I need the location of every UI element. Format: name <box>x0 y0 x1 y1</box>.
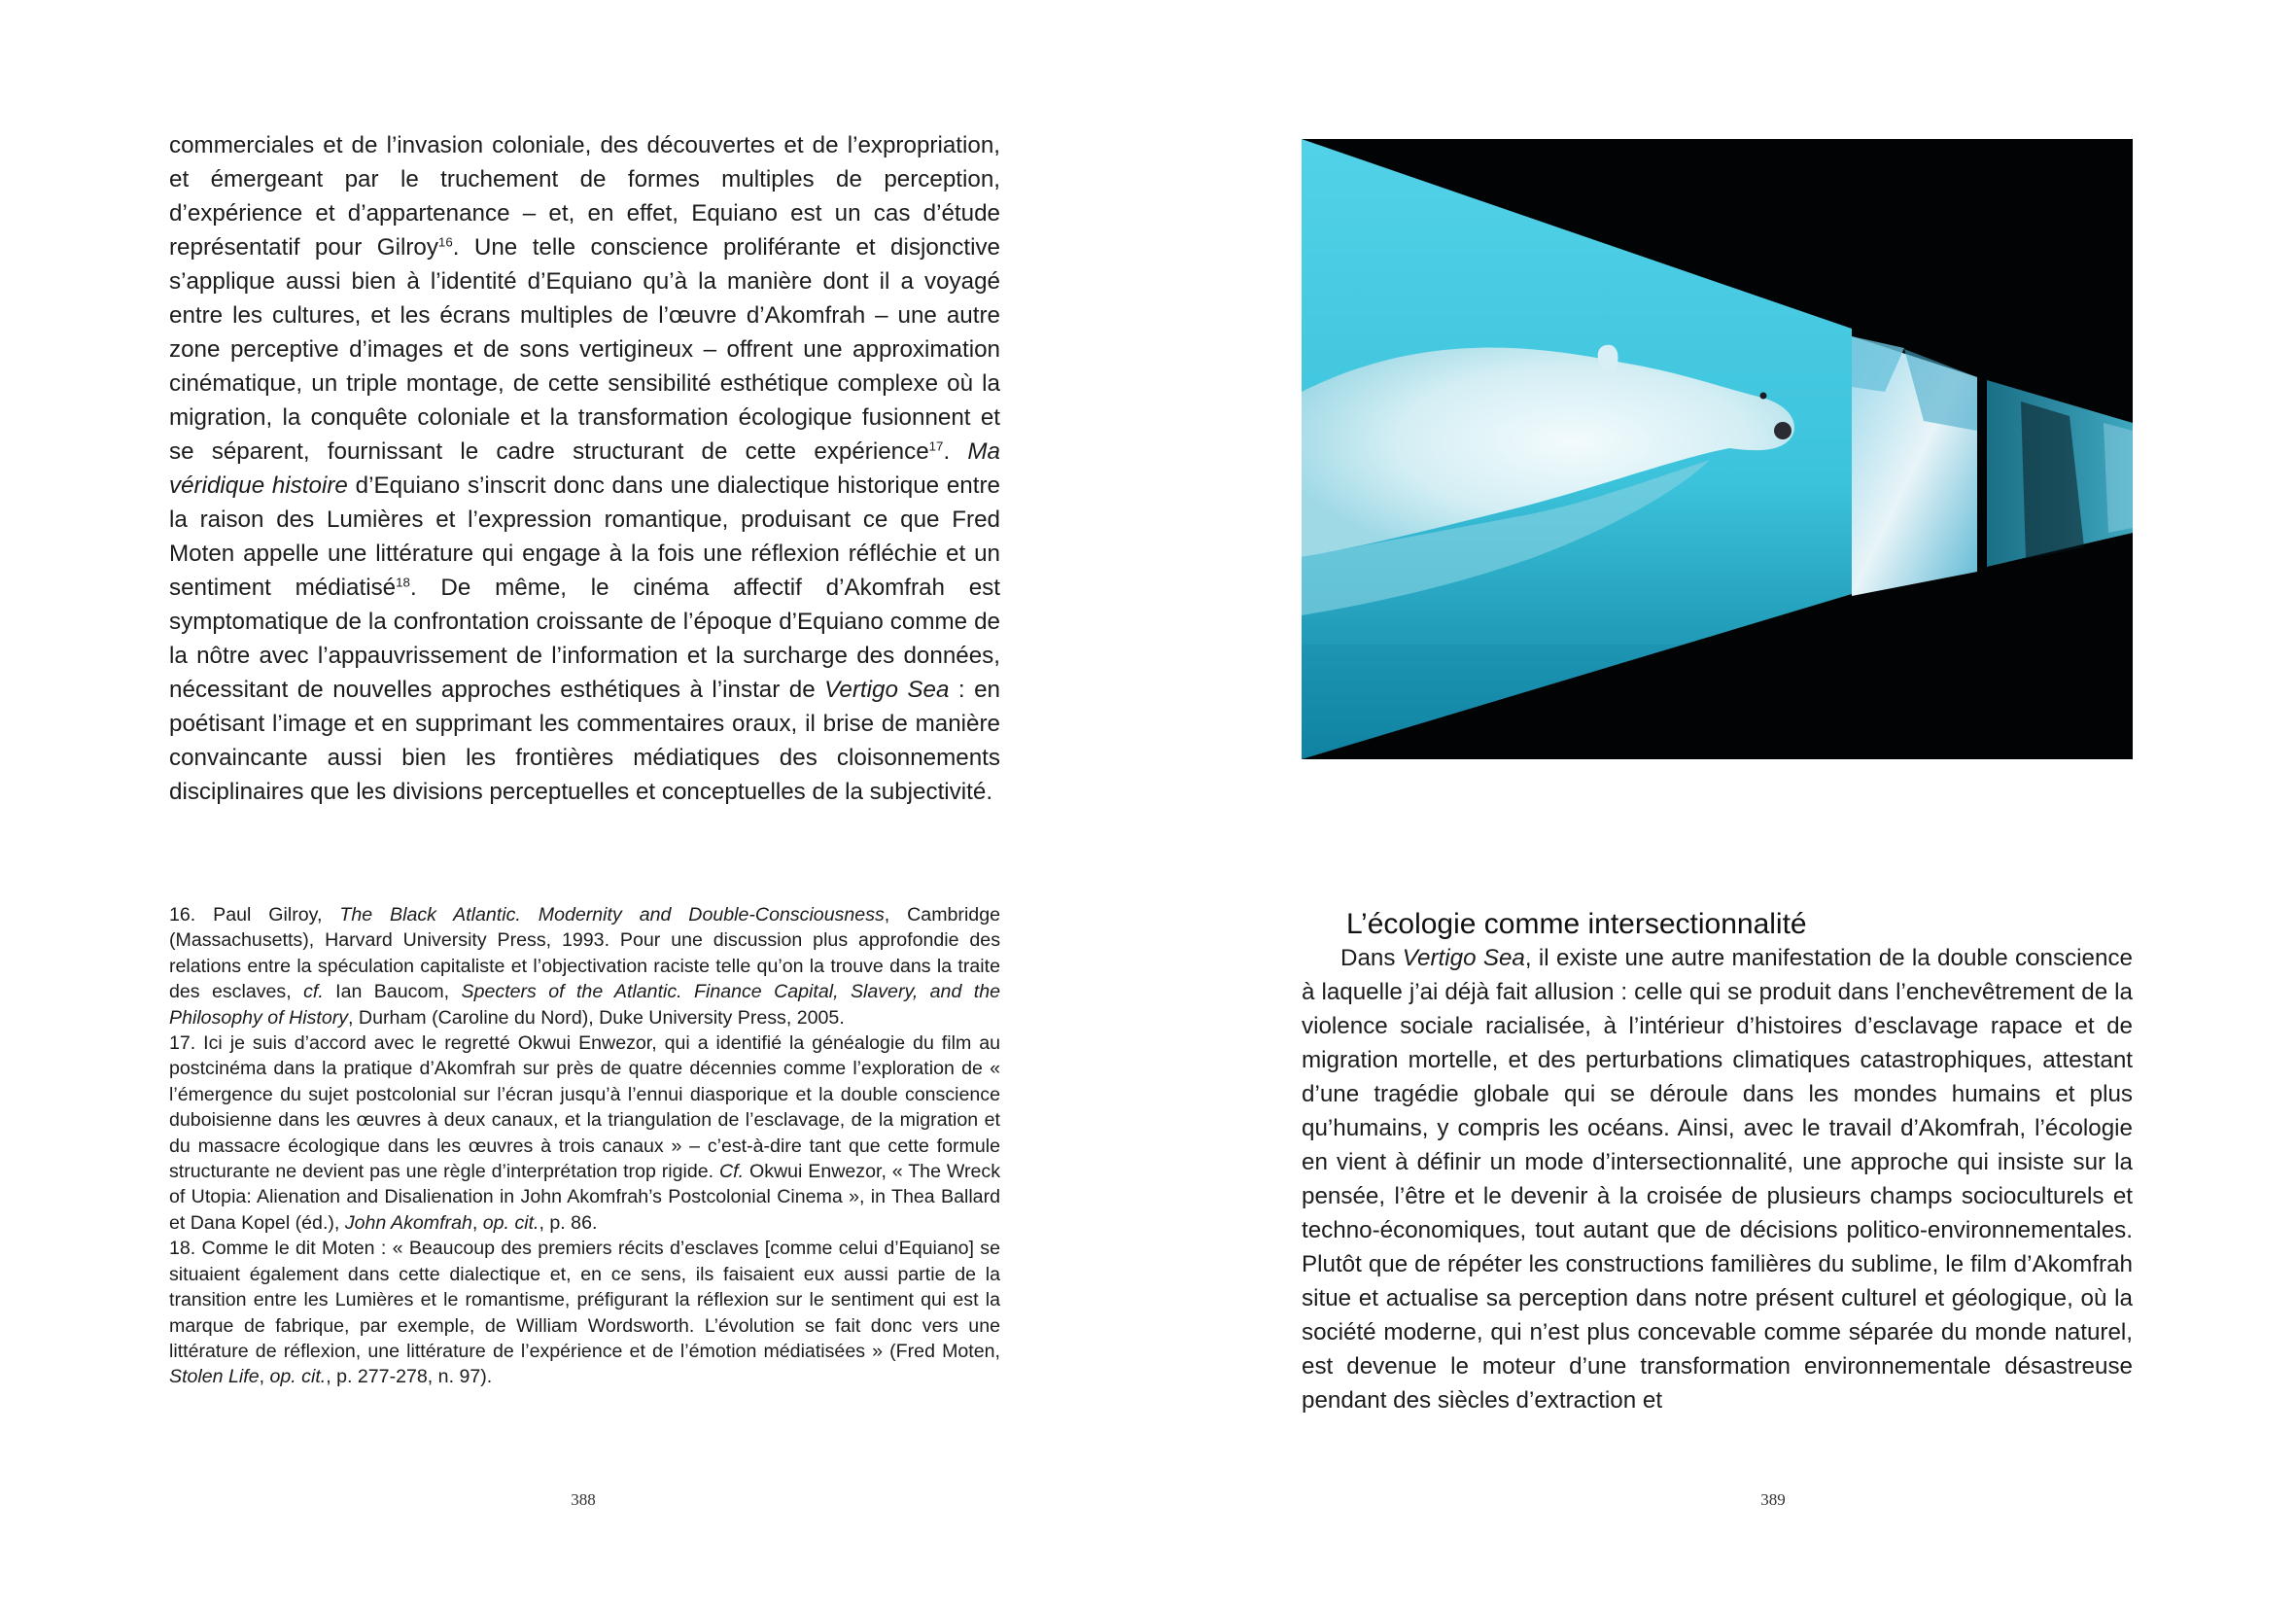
text-run: Okwui Enwezor, « The Wreck of Utopia: Alienation and Disalienation in John Akomfrah’s Postcolonial Cinema », in Thea Ballard et Dana Kopel (éd.), <box>169 1161 1001 1234</box>
footnotes <box>169 902 1000 1390</box>
italic-text: Specters of the Atlantic. Finance Capital, Slavery, and the Philosophy of History <box>169 981 1000 1029</box>
italic-text: The Black Atlantic. Modernity and Double-Consciousness <box>339 904 885 926</box>
text-run: , p. 86. <box>539 1211 598 1234</box>
footnote-reference: 17 <box>928 438 944 454</box>
left-body-text <box>169 128 1000 809</box>
text-run: commerciales et de l’invasion coloniale, des découvertes et de l’expropriation, et émergeant par le truchement de formes multiples de perception, d’expérience et d’appartenance – et, en effet, Equiano est un cas d’étude représentatif pour Gilroy <box>169 132 1000 261</box>
installation-photo <box>1302 139 2133 759</box>
footnote-reference: 18 <box>396 575 410 590</box>
polar-bear-projection-image <box>1302 139 2133 759</box>
text-run: , il existe une autre manifestation de la double conscience à laquelle j’ai déjà fait allusion : celle qui se produit dans l’enchevêtrement de la violence sociale racialisée, à l’intérieur d’histoires d’esclavage rapace et de migration mortelle, et des perturbations climatiques catastrophiques, attestant d’une tragédie globale qui se déroule dans les mondes humains et plus qu’humains, y compris les océans. Ainsi, avec le travail d’Akomfrah, l’écologie en vient à définir un mode d’intersectionnalité, une approche qui insiste sur la pensée, l’être et le devenir à la croisée de plusieurs champs socioculturels et techno-économiques, tout autant que de décisions politico-environnementales. Plutôt que de répéter les constructions familières du sublime, le film d’Akomfrah situe et actualise sa perception dans notre présent culturel et géologique, où la société moderne, qui n’est plus concevable comme séparée du monde naturel, est devenue le moteur d’une transformation environnementale désastreuse pendant des siècles d’extraction et <box>1302 945 2134 1414</box>
right-page <box>1148 0 2296 1607</box>
text-run: , p. 277-278, n. 97). <box>326 1366 493 1388</box>
page-number-right: 389 <box>1760 1490 1786 1509</box>
text-run: , <box>471 1211 483 1234</box>
text-run: , Cambridge (Massachusetts), Harvard University Press, 1993. Pour une discussion plus approfondie des relations entre la spéculation capitaliste et l’objectivation raciste telle qu’on la trouve dans la traite des esclaves, <box>169 904 1000 1003</box>
italic-text: cf. <box>303 981 324 1003</box>
right-paragraph <box>1302 941 2133 1417</box>
section-heading: L’écologie comme intersectionnalité <box>1346 908 1807 940</box>
text-run: . Une telle conscience proliférante et disjonctive s’applique aussi bien à l’identité d’Equiano qu’à la manière dont il a voyagé entre les cultures, et les écrans multiples de l’œuvre d’Akomfrah – une autre zone perceptive d’images et de sons vertigineux – offrent une approximation cinématique, un triple montage, de cette sensibilité esthétique complexe où la migration, la conquête coloniale et la transformation écologique fusionnent et se séparent, fournissant le cadre structurant de cette expérience <box>169 234 1000 465</box>
right-body-text <box>1302 941 2133 1417</box>
text-run: : en poétisant l’image et en supprimant les commentaires oraux, il brise de manière convaincante aussi bien les frontières médiatiques des cloisonnements disciplinaires que les divisions perceptuelles et conceptuelles de la subjectivité. <box>169 677 1000 805</box>
italic-text: John Akomfrah <box>344 1211 472 1234</box>
italic-text: Vertigo Sea <box>824 677 950 703</box>
text-run: , Durham (Caroline du Nord), Duke University Press, 2005. <box>348 1006 845 1029</box>
text-run: , <box>259 1366 270 1388</box>
text-run: Dans <box>1340 945 1403 971</box>
italic-text: Vertigo Sea <box>1402 945 1525 971</box>
text-run: 16. Paul Gilroy, <box>169 904 340 926</box>
text-run: d’Equiano s’inscrit donc dans une dialectique historique entre la raison des Lumières et l’expression romantique, produisant ce que Fred Moten appelle une littérature qui engage à la fois une réflexion réfléchie et un sentiment médiatisé <box>169 472 1000 601</box>
footnote-reference: 16 <box>437 234 453 250</box>
footnote-16 <box>169 902 1000 1031</box>
text-run: 17. Ici je suis d’accord avec le regretté Okwui Enwezor, qui a identifié la généalogie du film au postcinéma dans la pratique d’Akomfrah sur près de quatre décennies comme l’exploration de « l’émergence du sujet postcolonial sur l’écran jusqu’à l’ennui diasporique et la double conscience duboisienne dans les œuvres à deux canaux, et la triangulation de l’esclavage, de la migration et du massacre écologique dans les œuvres à trois canaux » – c’est-à-dire tant que cette formule structurante ne devient pas une règle d’interprétation trop rigide. <box>169 1032 1000 1183</box>
footnote-18 <box>169 1236 1000 1389</box>
italic-text: Ma véridique histoire <box>169 438 1000 499</box>
text-run: 18. Comme le dit Moten : « Beaucoup des premiers récits d’esclaves [comme celui d’Equiano] se situaient également dans cette dialectique et, en ce sens, ils faisaient eux aussi partie de la transition entre les Lumières et le romantisme, préfigurant la réflexion sur le sentiment qui est la marque de fabrique, par exemple, de William Wordsworth. L’évolution se fait donc vers une littérature de réflexion, une littérature de l’expérience et de l’émotion médiatisées » (Fred Moten, <box>169 1238 1000 1362</box>
left-paragraph <box>169 128 1000 809</box>
text-run: . <box>943 438 968 465</box>
text-run: . De même, le cinéma affectif d’Akomfrah est symptomatique de la confrontation croissante de l’époque d’Equiano comme de la nôtre avec l’appauvrissement de l’information et la surcharge des données, nécessitant de nouvelles approches esthétiques à l’instar de <box>169 575 1000 703</box>
italic-text: op. cit. <box>269 1366 327 1388</box>
footnote-17 <box>169 1031 1000 1236</box>
italic-text: Stolen Life <box>169 1366 260 1388</box>
italic-text: Cf. <box>719 1161 745 1183</box>
text-run: Ian Baucom, <box>323 981 462 1003</box>
page-number-left: 388 <box>571 1490 596 1509</box>
italic-text: op. cit. <box>482 1211 539 1234</box>
